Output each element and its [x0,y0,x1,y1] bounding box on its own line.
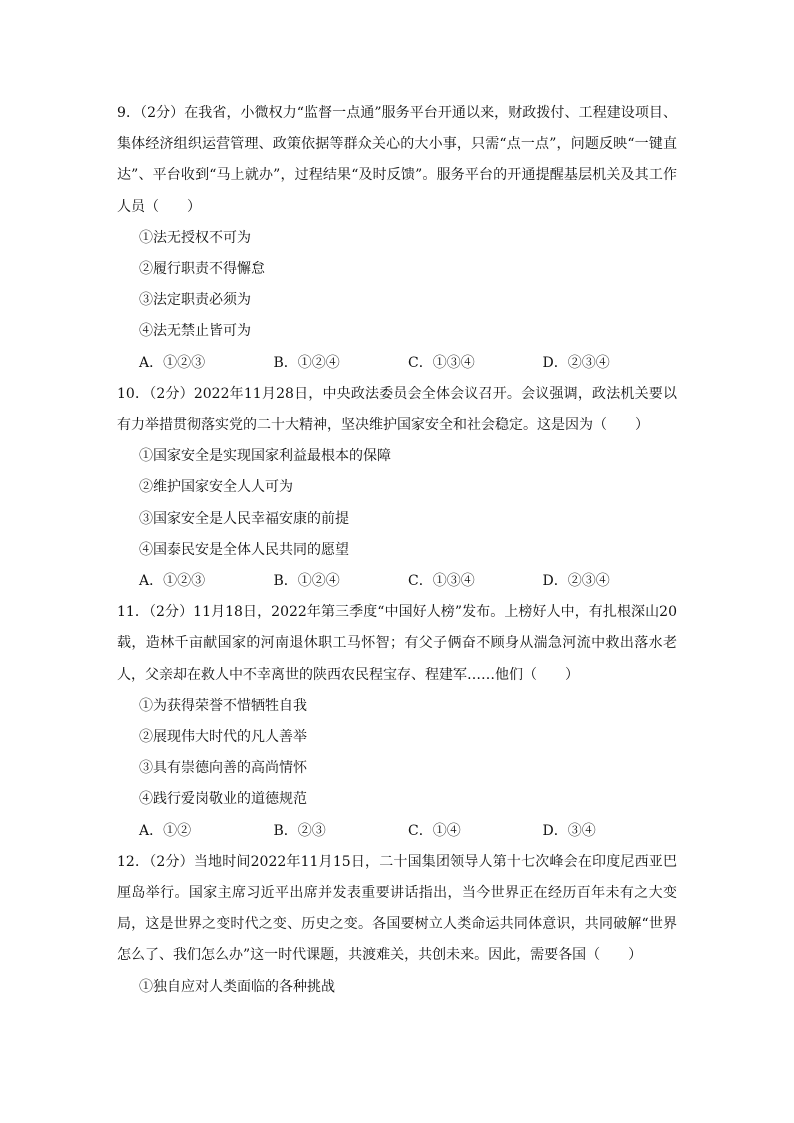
statement-option: ③国家安全是人民幸福安康的前提 [139,510,349,527]
choice-a: A．①②③ [139,354,206,371]
question-text: （2分）2022年11月28日，中央政法委员会全体会议召开。会议强调，政法机关要以有力举措贯彻落实党的二十大精神，坚决维护国家安全和社会稳定。这是因为（ ） [117,385,677,434]
question-text: （2分）11月18日，2022年第三季度“中国好人榜”发布。上榜好人中，有扎根深山20载，造林千亩献国家的河南退休职工马怀智；有父子俩奋不顾身从湍急河流中救出落水老人，父亲却在救人中不幸离世的陕西农民程宝存、程建军……他们（ ） [117,604,677,683]
answer-choices [117,816,677,847]
question-number: 10． [117,385,150,402]
question-stem [117,597,677,691]
choice-b: B．①②④ [273,354,340,371]
answer-choices [117,348,677,379]
statement-option: ④践行爱岗敬业的道德规范 [139,791,307,808]
question-number: 12． [117,853,150,870]
statement-option: ①独自应对人类面临的各种挑战 [139,978,335,995]
statement-option: ①为获得荣誉不惜牺牲自我 [139,697,307,714]
choice-a: A．①② [139,822,192,839]
choice-c: C．①③④ [408,354,475,371]
statement-option: ②维护国家安全人人可为 [139,479,293,496]
question-stem [117,379,677,441]
question-stem [117,847,677,972]
choice-b: B．①②④ [273,573,340,590]
question-stem [117,98,677,223]
choice-c: C．①④ [408,822,461,839]
choice-a: A．①②③ [139,573,206,590]
choice-c: C．①③④ [408,573,475,590]
choice-d: D．②③④ [542,354,610,371]
answer-choices [117,566,677,597]
question-9 [117,98,677,379]
question-text: （2分）当地时间2022年11月15日，二十国集团领导人第十七次峰会在印度尼西亚巴厘岛举行。国家主席习近平出席并发表重要讲话指出，当今世界正在经历百年未有之大变局，这是世界之变时代之变、历史之变。各国要树立人类命运共同体意识，共同破解“世界怎么了、我们怎么办”这一时代课题，共渡难关，共创未来。因此，需要各国（ ） [117,853,677,964]
statement-option: ④法无禁止皆可为 [139,323,251,340]
statement-option: ③具有崇德向善的高尚情怀 [139,760,307,777]
statement-option: ②履行职责不得懈怠 [139,261,265,278]
choice-d: D．③④ [542,822,596,839]
statement-option: ②展现伟大时代的凡人善举 [139,729,307,746]
question-10 [117,379,677,597]
question-text: （2分）在我省，小微权力“监督一点通”服务平台开通以来，财政拨付、工程建设项目、集体经济组织运营管理、政策依据等群众关心的大小事，只需“点一点”，问题反映“一键直达”、平台收到“马上就办”，过程结果“及时反馈”。服务平台的开通提醒基层机关及其工作人员（ ） [117,105,677,215]
choice-b: B．②③ [273,822,326,839]
question-list [117,98,677,1003]
question-number: 9． [117,105,141,121]
choice-d: D．②③④ [542,573,610,590]
statement-option: ①法无授权不可为 [139,229,251,246]
question-11 [117,597,677,847]
question-12 [117,847,677,1003]
statement-option: ④国泰民安是全体人民共同的愿望 [139,541,349,558]
statement-option: ①国家安全是实现国家利益最根本的保障 [139,448,391,465]
statement-option: ③法定职责必须为 [139,292,251,309]
question-number: 11． [117,604,149,621]
